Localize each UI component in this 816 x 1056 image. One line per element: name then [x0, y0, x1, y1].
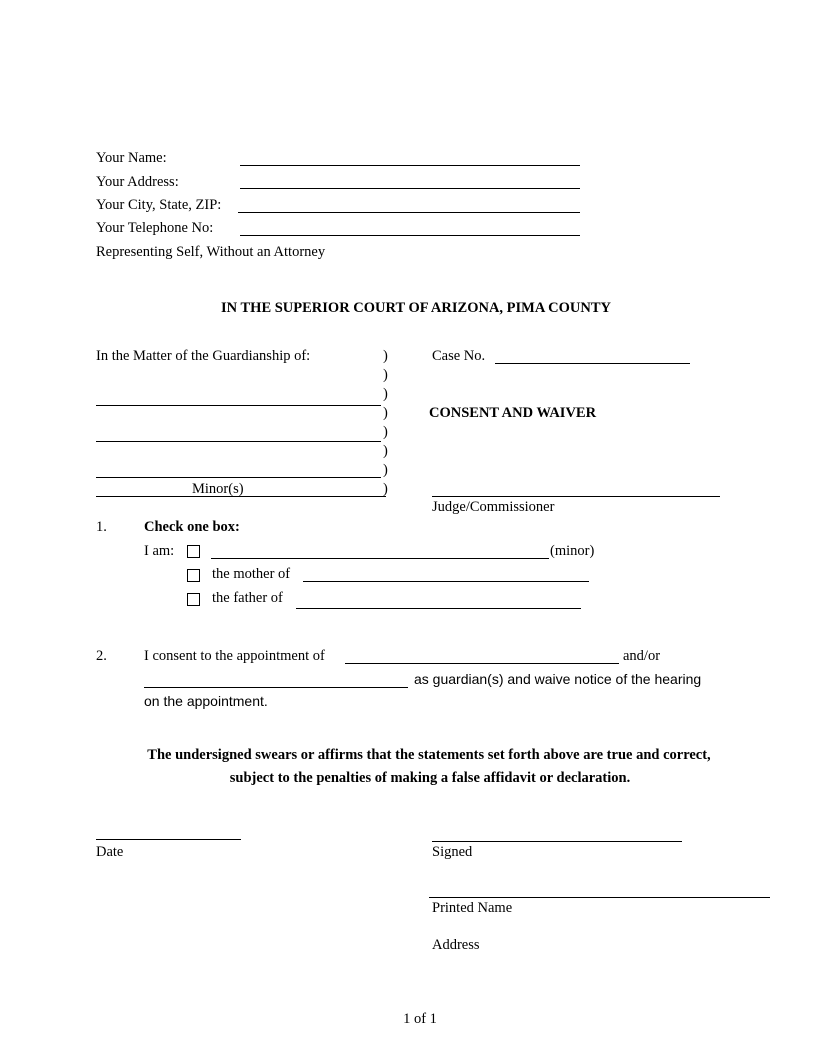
- caption-paren: ): [383, 386, 388, 402]
- minor-self-name-field[interactable]: [211, 558, 549, 559]
- caption-paren: ): [383, 348, 388, 364]
- section-1-heading: Check one box:: [144, 519, 240, 535]
- caption-paren: ): [383, 481, 388, 497]
- caption-paren: ): [383, 405, 388, 421]
- minor-name-field-1[interactable]: [96, 405, 381, 406]
- address-field[interactable]: [240, 188, 580, 189]
- representing-self-text: Representing Self, Without an Attorney: [96, 244, 326, 260]
- telephone-label: Your Telephone No:: [96, 220, 214, 236]
- page-number: 1 of 1: [403, 1011, 437, 1027]
- minor-suffix: (minor): [550, 543, 595, 559]
- minor-label: Minor(s): [192, 481, 244, 497]
- case-number-label: Case No.: [432, 348, 486, 364]
- caption-paren: ): [383, 443, 388, 459]
- date-field[interactable]: [96, 839, 241, 840]
- signed-label: Signed: [432, 844, 473, 860]
- caption-paren: ): [383, 367, 388, 383]
- father-of-field[interactable]: [296, 608, 581, 609]
- document-title: CONSENT AND WAIVER: [429, 405, 597, 421]
- court-title: IN THE SUPERIOR COURT OF ARIZONA, PIMA COUNTY: [221, 300, 611, 316]
- printed-name-label: Printed Name: [432, 900, 513, 916]
- appointment-text: on the appointment.: [144, 693, 268, 709]
- case-number-field[interactable]: [495, 363, 690, 364]
- address-label: Your Address:: [96, 174, 179, 190]
- affirmation-line-1: The undersigned swears or affirms that the statements set forth above are true and correct,: [147, 747, 711, 763]
- minor-name-field-2[interactable]: [96, 441, 381, 442]
- city-state-zip-field[interactable]: [238, 212, 580, 213]
- section-2-number: 2.: [96, 648, 107, 664]
- caption-paren: ): [383, 424, 388, 440]
- minor-checkbox[interactable]: [187, 545, 200, 558]
- andor-text: and/or: [623, 648, 661, 664]
- i-am-label: I am:: [144, 543, 175, 559]
- appointee-field-1[interactable]: [345, 663, 619, 664]
- minor-name-field-3[interactable]: [96, 477, 381, 478]
- affirmation-line-2: subject to the penalties of making a false affidavit or declaration.: [229, 770, 631, 786]
- name-field[interactable]: [240, 165, 580, 166]
- guardian-text: as guardian(s) and waive notice of the hearing: [414, 671, 702, 687]
- father-label: the father of: [212, 590, 283, 606]
- signature-field[interactable]: [432, 841, 682, 842]
- printed-name-field[interactable]: [429, 897, 770, 898]
- telephone-field[interactable]: [240, 235, 580, 236]
- father-checkbox[interactable]: [187, 593, 200, 606]
- date-label: Date: [96, 844, 124, 860]
- section-1-number: 1.: [96, 519, 107, 535]
- caption-paren: ): [383, 462, 388, 478]
- consent-text: I consent to the appointment of: [144, 648, 325, 664]
- mother-of-field[interactable]: [303, 581, 589, 582]
- city-state-zip-label: Your City, State, ZIP:: [96, 197, 222, 213]
- mother-label: the mother of: [212, 566, 291, 582]
- judge-label: Judge/Commissioner: [432, 499, 555, 515]
- guardianship-matter-label: In the Matter of the Guardianship of:: [96, 348, 311, 364]
- appointee-field-2[interactable]: [144, 687, 408, 688]
- judge-field[interactable]: [432, 496, 720, 497]
- mother-checkbox[interactable]: [187, 569, 200, 582]
- name-label: Your Name:: [96, 150, 167, 166]
- address-signature-label: Address: [432, 937, 480, 953]
